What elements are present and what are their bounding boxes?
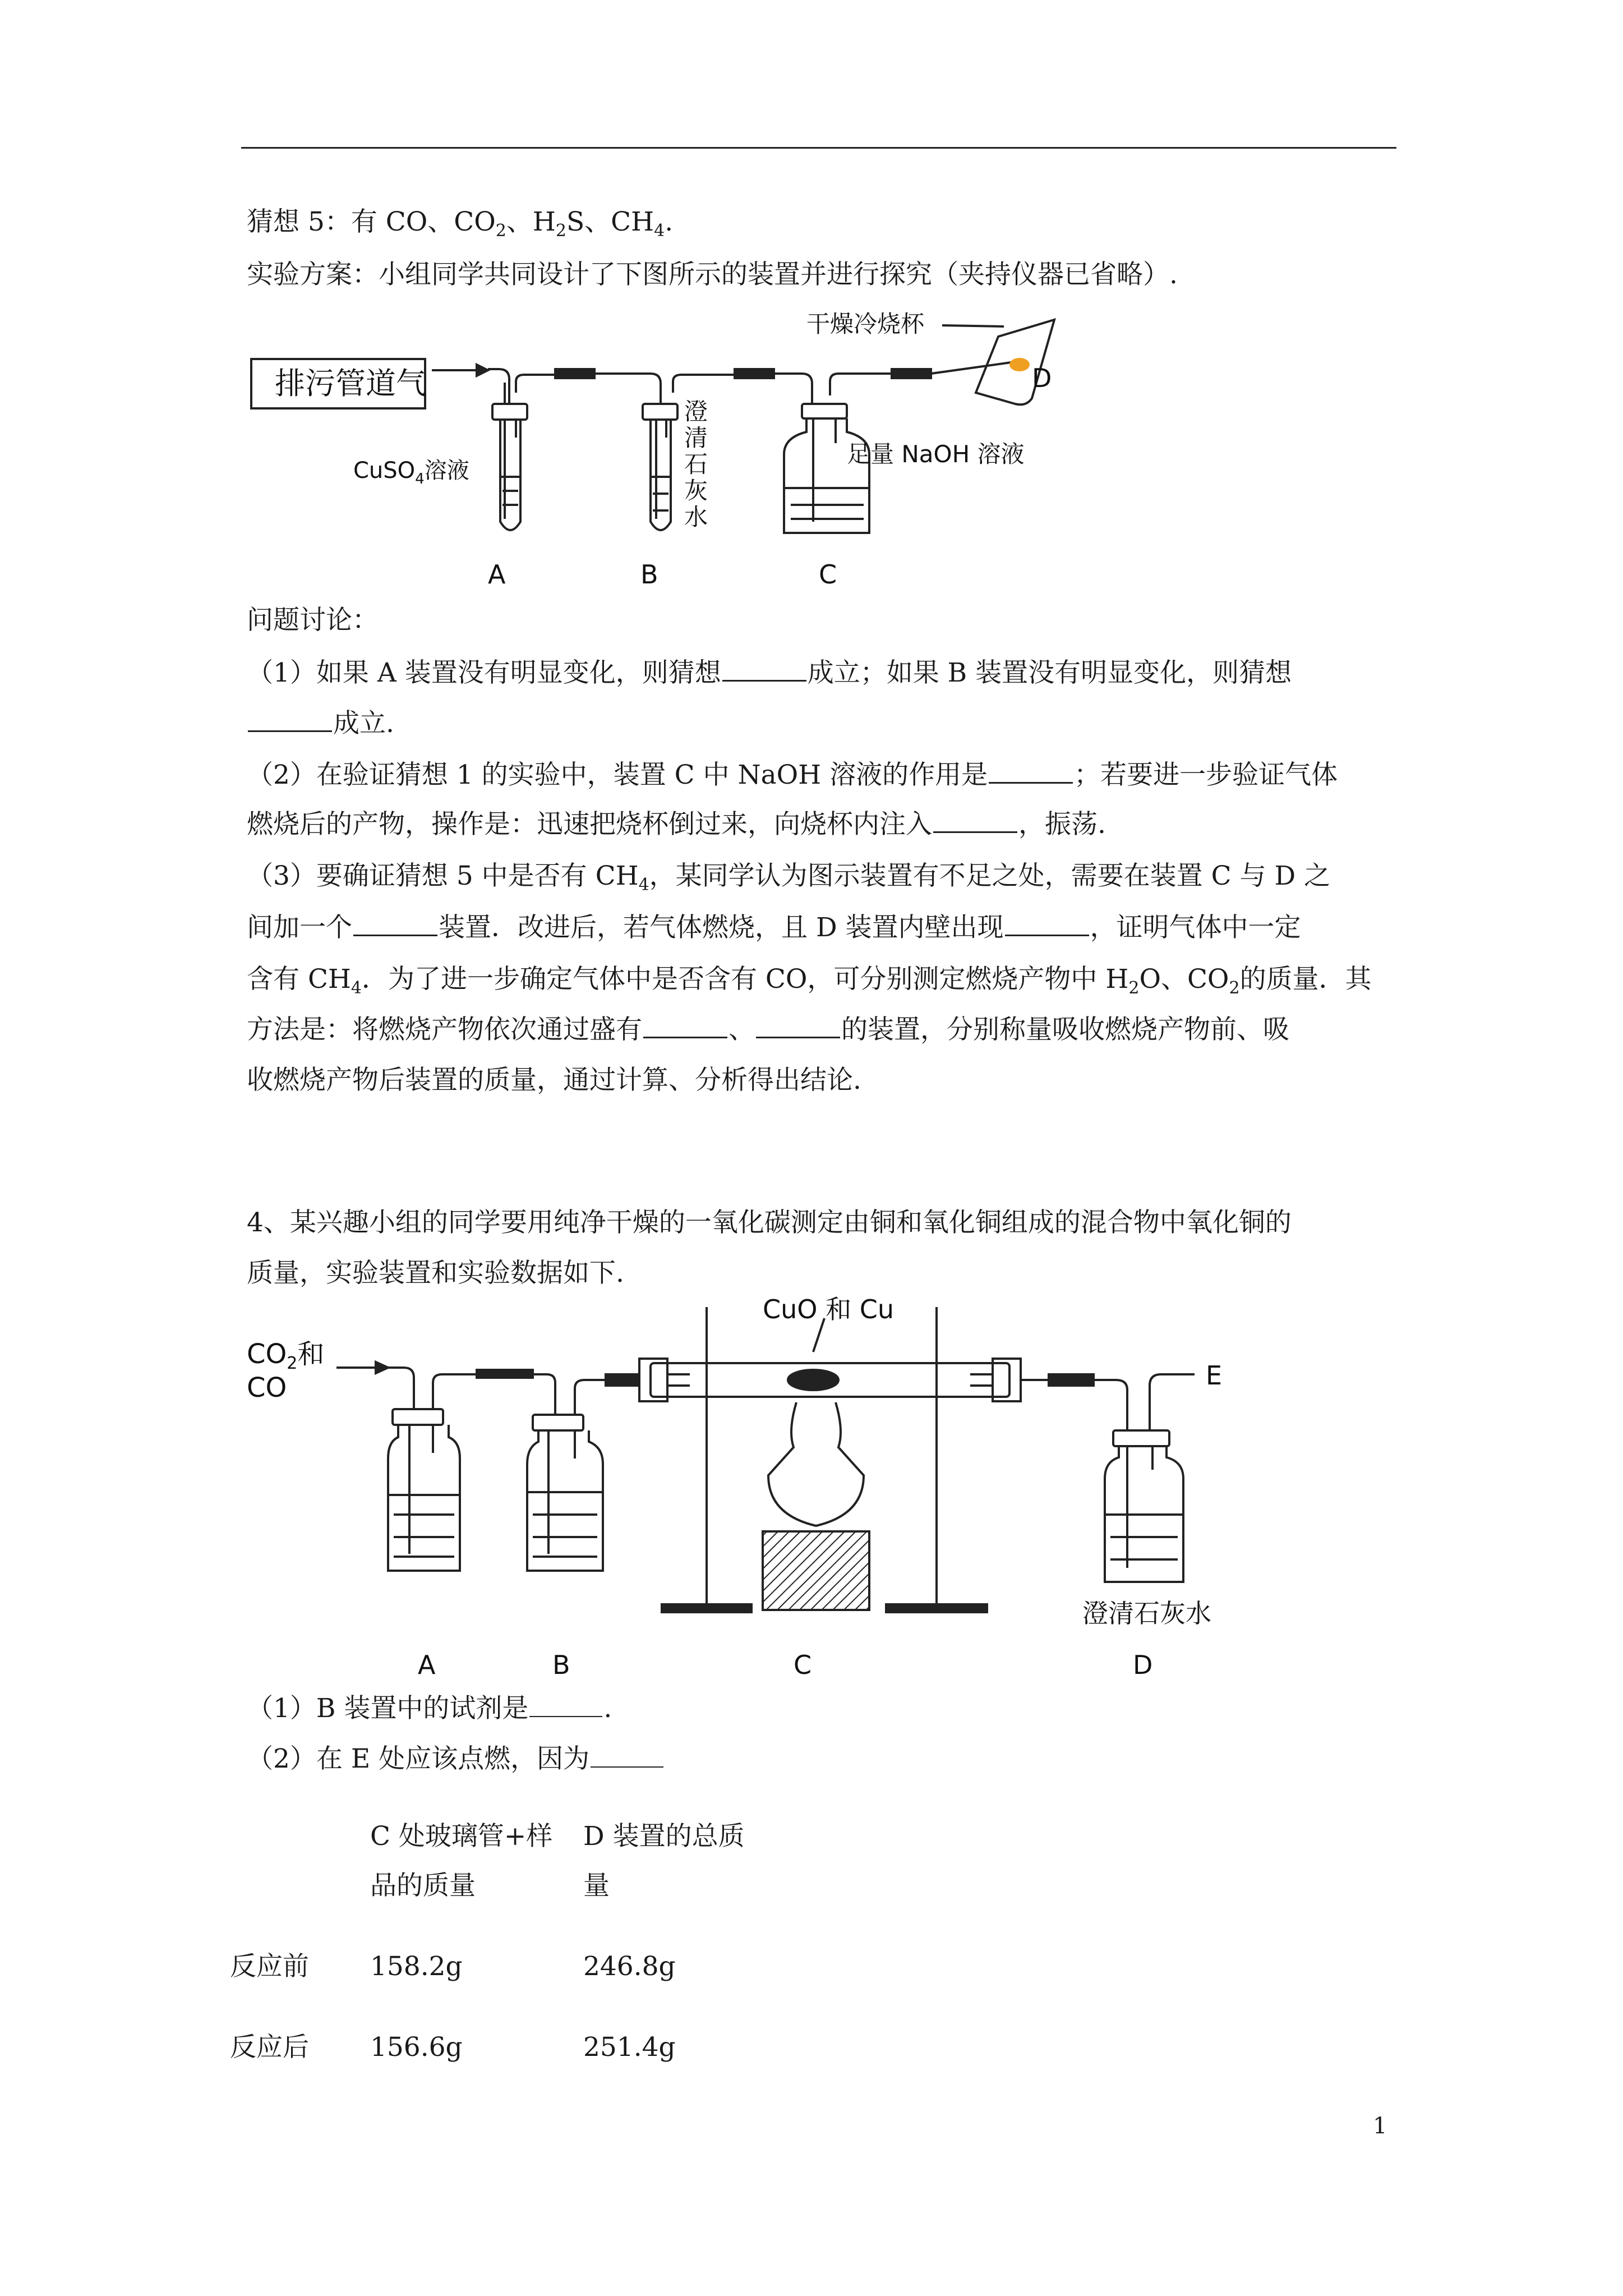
answer-blank[interactable] (529, 1694, 602, 1717)
gas-bottle-c (784, 418, 869, 533)
gas-label: $CO_2$和 (247, 1338, 325, 1373)
test-tube-b (651, 420, 671, 530)
gas-bottle-b (527, 1430, 603, 1571)
table-header-2-line-2: 量 (583, 1870, 610, 1901)
answer-blank[interactable] (989, 760, 1073, 784)
sample-icon (788, 1370, 838, 1390)
answer-blank[interactable] (722, 657, 806, 682)
table-row-label: 反应前 (230, 1951, 309, 1982)
lime-label-2: 清 (684, 424, 708, 452)
question-3-line-5: 收燃烧产物后装置的质量，通过计算、分析得出结论. (247, 1065, 861, 1096)
header-rule (241, 147, 1396, 149)
stopper-c (802, 404, 847, 418)
label-b: B (640, 559, 658, 590)
beaker-label: 干燥冷烧杯 (806, 310, 925, 338)
lime-label-3: 石 (684, 450, 708, 478)
problem-4-line-1: 4、某兴趣小组的同学要用纯净干燥的一氧化碳测定由铜和氧化铜组成的混合物中氧化铜的 (247, 1207, 1292, 1238)
answer-blank[interactable] (248, 708, 332, 732)
stopper-a (393, 1409, 443, 1425)
alcohol-lamp (768, 1402, 864, 1526)
answer-blank[interactable] (643, 1014, 727, 1038)
lime-label: 澄清石灰水 (1082, 1598, 1211, 1628)
table-header-1-line-1: C 处玻璃管+样 (370, 1821, 553, 1852)
test-tube-a (500, 420, 520, 530)
answer-blank[interactable] (591, 1744, 663, 1768)
table-row-label: 反应后 (230, 2032, 309, 2063)
table-header-2-line-1: D 装置的总质 (583, 1821, 745, 1852)
lime-label-5: 水 (684, 503, 708, 531)
experiment-plan: 实验方案：小组同学共同设计了下图所示的装置并进行探究（夹持仪器已省略）. (247, 259, 1178, 290)
stopper-a (492, 404, 527, 420)
table-header-1-line-2: 品的质量 (370, 1870, 476, 1901)
label-d: D (1133, 1650, 1153, 1680)
question-3-line-3: 含有 $CH_4$．为了进一步确定气体中是否含有 CO，可分别测定燃烧产物中 $H_2O$、$CO_2$的质量．其 (247, 964, 1372, 998)
question-1-line-1: （1）如果 A 装置没有明显变化，则猜想 成立；如果 B 装置没有明显变化，则猜想 (247, 657, 1292, 688)
hypothesis-5: 猜想 5：有 CO、$CO_2$、$H_2S$、$CH_4$. (247, 206, 674, 241)
question-3-line-2: 间加一个 装置．改进后，若气体燃烧，且 D 装置内壁出现 ，证明气体中一定 (247, 912, 1301, 943)
table-cell: 251.4g (583, 2032, 676, 2063)
answer-blank[interactable] (1005, 912, 1089, 936)
label-a: A (488, 559, 506, 590)
lime-label-4: 灰 (684, 477, 708, 504)
gas-bottle-a (388, 1425, 460, 1571)
problem-4-line-2: 质量，实验装置和实验数据如下. (247, 1258, 624, 1289)
problem-4-question-2: （2）在 E 处应该点燃，因为 (247, 1742, 665, 1776)
table-cell: 156.6g (370, 2032, 463, 2063)
sample-label: CuO 和 Cu (763, 1294, 894, 1324)
question-1-line-2: 成立. (247, 707, 394, 740)
cuso4-label: CuSO$_4$溶液 (353, 458, 469, 487)
lime-label-1: 澄 (684, 398, 708, 425)
stopper-b (643, 404, 677, 420)
problem-4-question-1: （1）B 装置中的试剂是 . (247, 1693, 612, 1724)
label-e: E (1206, 1360, 1223, 1391)
question-2-line-2: 燃烧后的产物，操作是：迅速把烧杯倒过来，向烧杯内注入 ，振荡. (247, 809, 1106, 840)
stopper-b (533, 1415, 583, 1430)
discussion-heading: 问题讨论： (247, 605, 379, 636)
label-d: D (1032, 363, 1052, 393)
question-3-line-4: 方法是：将燃烧产物依次通过盛有 、 的装置，分别称量吸收燃烧产物前、吸 (247, 1014, 1289, 1045)
flame-icon (1009, 358, 1030, 371)
question-2-line-1: （2）在验证猜想 1 的实验中，装置 C 中 NaOH 溶液的作用是 ；若要进一步验证气体 (247, 760, 1338, 790)
question-3-line-1: （3）要确证猜想 5 中是否有 $CH_4$，某同学认为图示装置有不足之处，需要在装置 C 与 D 之 (247, 861, 1331, 895)
naoh-label: 足量 NaOH 溶液 (847, 440, 1025, 468)
label-c: C (794, 1650, 812, 1680)
apparatus-figure-1 (241, 297, 1082, 600)
table-cell: 158.2g (370, 1951, 463, 1982)
page-number: 1 (1373, 2113, 1387, 2139)
source-label: 排污管道气 (275, 366, 426, 401)
apparatus-figure-2 (241, 1290, 1307, 1694)
answer-blank[interactable] (353, 912, 437, 936)
answer-blank[interactable] (756, 1014, 840, 1038)
label-b: B (552, 1650, 570, 1680)
label-a: A (418, 1650, 436, 1680)
gas-label-co: CO (247, 1372, 287, 1404)
label-c: C (819, 559, 837, 590)
table-cell: 246.8g (583, 1951, 676, 1982)
lamp-block (763, 1531, 869, 1610)
answer-blank[interactable] (933, 809, 1017, 833)
stopper-d (1113, 1430, 1169, 1446)
